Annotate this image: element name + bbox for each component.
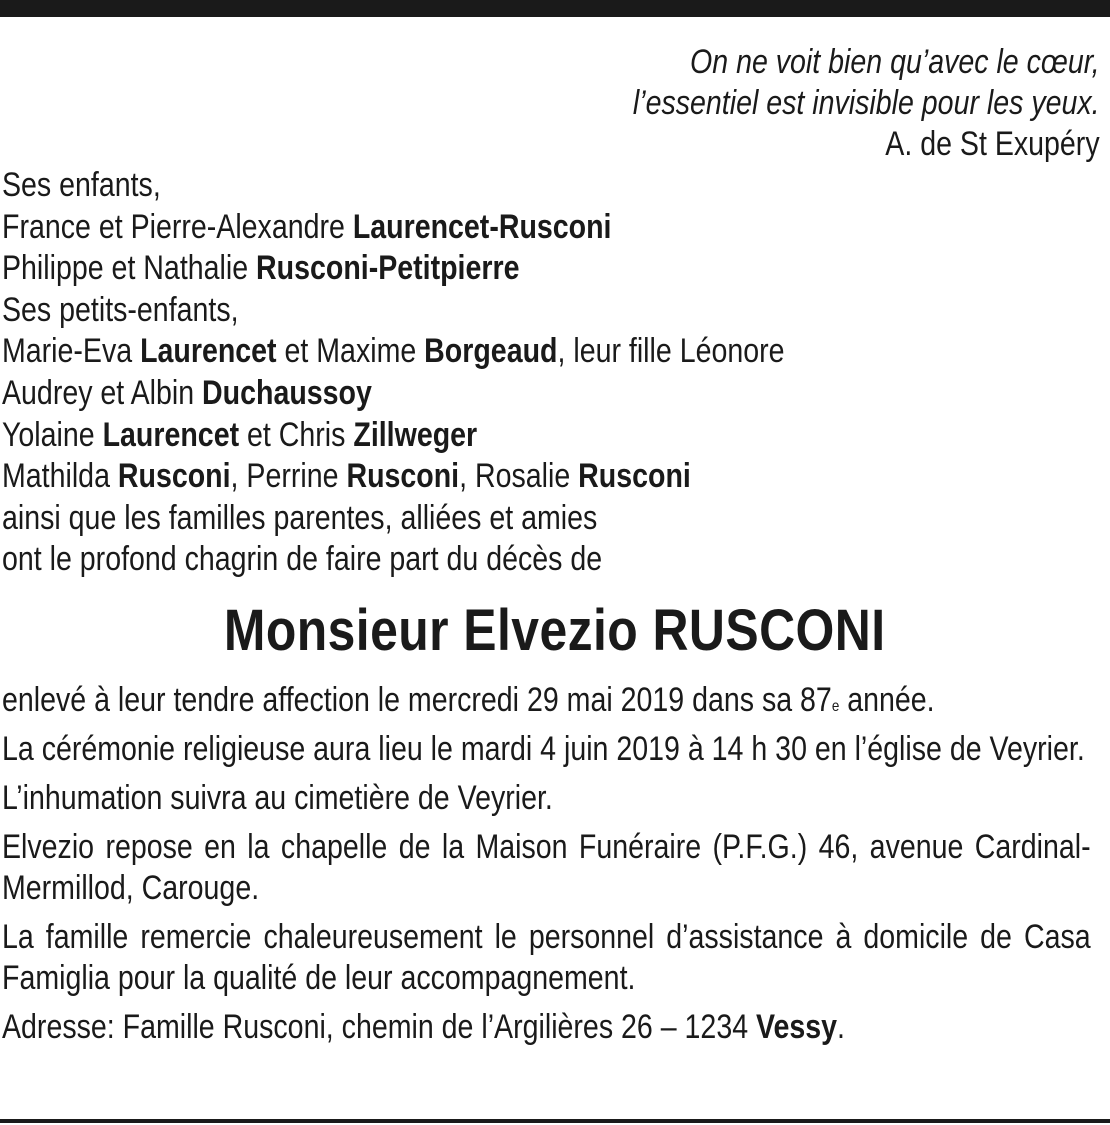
child1-names: France et Pierre-Alexandre [2, 207, 353, 246]
death-paragraph [2, 680, 1091, 721]
gc4-first: Mathilda [2, 457, 118, 496]
announce-line: ont le profond chagrin de faire part du décès de [2, 540, 603, 579]
gc2-first: Audrey et Albin [2, 373, 203, 412]
child-line-2 [2, 248, 785, 290]
rest-paragraph: Elvezio repose en la chapelle de la Maison Funéraire (P.F.G.) 46, avenue Cardinal-Mermillod, Carouge. [2, 828, 1091, 907]
child2-names: Philippe et Nathalie [2, 249, 257, 288]
child2-surname: Rusconi-Petitpierre [256, 249, 520, 288]
deceased-name-text: Monsieur Elvezio RUSCONI [224, 598, 886, 663]
ordinal-superscript: e [831, 698, 840, 715]
grandchild-line-3 [2, 415, 785, 457]
grandchild-line-4 [2, 456, 785, 498]
children-intro: Ses enfants, [2, 166, 161, 204]
burial-paragraph: L’inhumation suivra au cimetière de Veyrier. [2, 779, 553, 817]
address-text: Adresse: Famille Rusconi, chemin de l’Argilières 26 – 1234 [2, 1008, 757, 1046]
gc3-surname: Laurencet [102, 415, 240, 454]
deceased-name [0, 596, 1110, 666]
quote-author: A. de St Exupéry [885, 125, 1100, 163]
grandchildren-intro: Ses petits-enfants, [2, 290, 239, 329]
gc1-first: Marie-Eva [2, 332, 141, 371]
ceremony-paragraph: La cérémonie religieuse aura lieu le mardi 4 juin 2019 à 14 h 30 en l’église de Veyrier. [2, 730, 1085, 768]
family-list [2, 165, 785, 581]
gc4-mid2: , Rosalie [459, 457, 579, 496]
address-paragraph [2, 1007, 1091, 1048]
grandchild-line-1 [2, 331, 785, 373]
gc2-surname: Duchaussoy [202, 373, 372, 412]
death-text: enlevé à leur tendre affection le mercredi 29 mai 2019 dans sa 87 [2, 681, 832, 719]
child1-surname: Laurencet-Rusconi [352, 207, 612, 246]
gc1-mid: et Maxime [276, 332, 425, 371]
child-line-1 [2, 207, 785, 249]
obituary-details [2, 680, 1091, 1056]
gc3-mid: et Chris [239, 415, 354, 454]
quote-line-2: l’essentiel est invisible pour les yeux. [633, 84, 1100, 122]
gc1-surname: Laurencet [140, 332, 277, 371]
gc4-mid: , Perrine [230, 457, 347, 496]
relatives-line: ainsi que les familles parentes, alliées et amies [2, 498, 598, 537]
bottom-rule [0, 1119, 1110, 1123]
gc4-surname3: Rusconi [578, 457, 691, 496]
grandchild-line-2 [2, 373, 785, 415]
epigraph-quote [633, 42, 1100, 165]
gc3-surname2: Zillweger [353, 415, 478, 454]
top-rule [0, 0, 1110, 17]
gc3-first: Yolaine [2, 415, 103, 454]
death-text-end: année. [839, 681, 935, 719]
gc1-surname2: Borgeaud [424, 332, 558, 371]
gc4-surname2: Rusconi [346, 457, 460, 496]
address-city: Vessy [756, 1008, 838, 1046]
thanks-paragraph: La famille remercie chaleureusement le personnel d’assistance à domicile de Casa Famiglia pour la qualité de leur accompagnement. [2, 918, 1091, 997]
gc1-tail: , leur fille Léonore [557, 332, 785, 371]
gc4-surname: Rusconi [117, 457, 231, 496]
quote-line-1: On ne voit bien qu’avec le cœur, [690, 43, 1100, 81]
address-end: . [837, 1008, 845, 1046]
